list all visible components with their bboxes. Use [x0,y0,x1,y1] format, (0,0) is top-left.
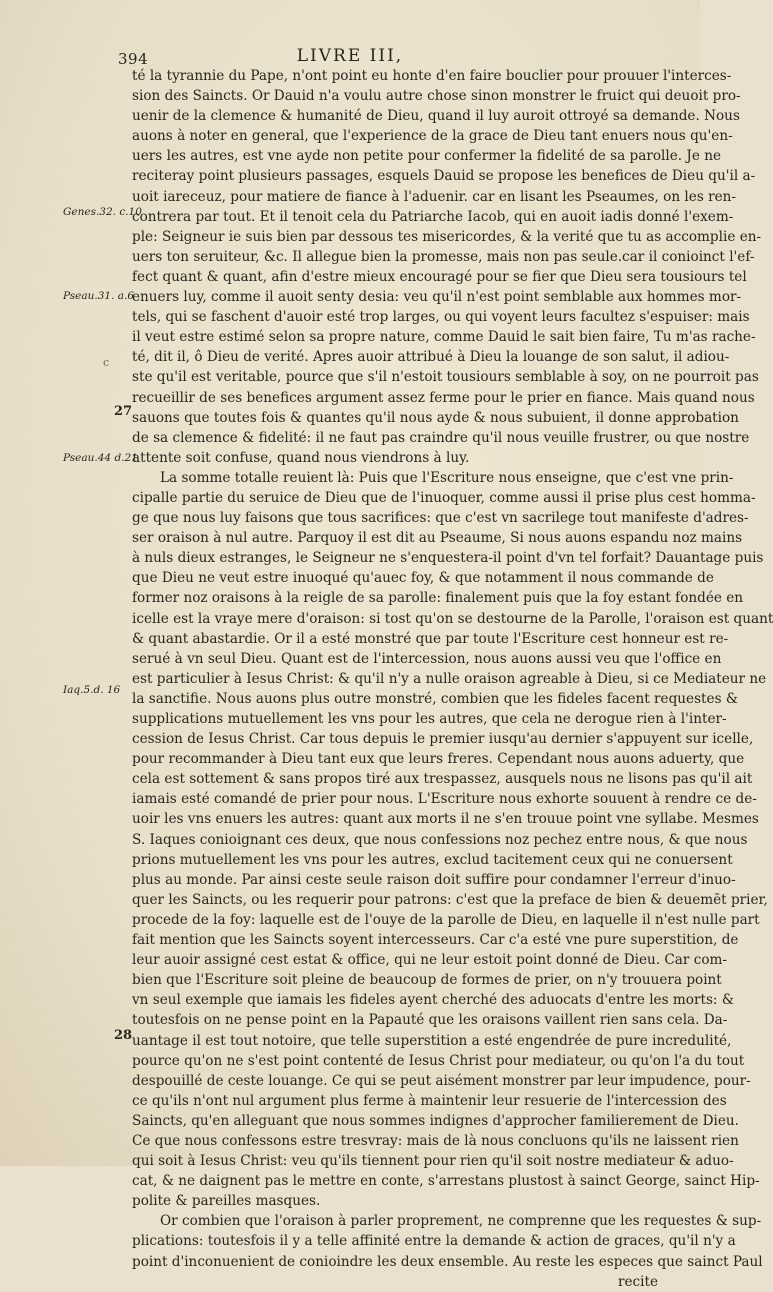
text-line: reciteray point plusieurs passages, esquels Dauid se propose les benefices de Dieu qu'il a- [132,168,756,185]
text-line: à nuls dieux estranges, le Seigneur ne s'enquestera-il point d'vn tel forfait? Dauantage puis [132,550,764,567]
marginal-note: Genes.32. c.10 [63,206,142,218]
text-line: toutesfois on ne pense point en la Papauté que les oraisons vaillent rien sans cela. Da- [132,1012,728,1029]
text-line: former noz oraisons à la reigle de sa parolle: finalement puis que la foy estant fondée en [132,590,744,607]
margin-marker: c [103,356,110,369]
text-line: contrera par tout. Et il tenoit cela du Patriarche Iacob, qui en auoit iadis donné l'exem- [132,208,734,225]
text-line: cipalle partie du seruice de Dieu que de l'inuoquer, comme aussi il prise plus cest homma- [132,489,756,506]
paragraph-number: 28 [114,1028,133,1043]
running-head: LIVRE III, [296,46,404,66]
text-line: uantage il est tout notoire, que telle superstition a esté engendrée de pure incredulité, [132,1032,732,1049]
text-line: ple: Seigneur ie suis bien par dessous tes misericordes, & la verité que tu as accomplie en- [132,228,762,245]
text-line: ser oraison à nul autre. Parquoy il est dit au Pseaume, Si nous auons espandu noz mains [132,530,743,547]
text-line: qui soit à Iesus Christ: veu qu'ils tiennent pour rien qu'il soit nostre mediateur & aduo- [132,1153,734,1170]
text-line: il veut estre estimé selon sa propre nature, comme Dauid le sait bien faire, Tu m'as rache- [132,329,756,346]
text-line: pour recommander à Dieu tant eux que leurs freres. Cependant nous auons aduerty, que [132,751,745,768]
text-line: té la tyrannie du Pape, n'ont point eu honte d'en faire bouclier pour prouuer l'interces- [132,68,732,84]
text-line: polite & pareilles masques. [132,1193,321,1210]
text-line: plications: toutesfois il y a telle affinité entre la demande & action de graces, qu'il n'y a [132,1233,736,1250]
text-line: fect quant & quant, afin d'estre mieux encouragé pour se fier que Dieu sera tousiours tel [132,268,747,285]
text-line: supplications mutuellement les vns pour les autres, que cela ne derogue rien à l'inter- [132,711,727,727]
text-line: sion des Saincts. Or Dauid n'a voulu autre chose sinon monstrer le fruict qui deuoit pro- [132,88,741,105]
text-line: de sa clemence & fidelité: il ne faut pas craindre qu'il nous veuille frustrer, ou que nostre [132,429,750,446]
text-line: recueillir de ses benefices argument assez ferme pour le prier en fiance. Mais quand nous [132,389,755,406]
text-line: Or combien que l'oraison à parler proprement, ne comprenne que les requestes & sup- [160,1213,762,1230]
text-line: ce qu'ils n'ont nul argument plus ferme à maintenir leur resuerie de l'intercession des [132,1092,727,1109]
text-line: que Dieu ne veut estre inuoqué qu'auec foy, & que notamment il nous commande de [132,570,714,587]
paragraph-number: 27 [114,404,133,419]
text-line: sauons que toutes fois & quantes qu'il nous ayde & nous subuient, il donne approbation [132,409,739,426]
text-line: uoir les vns enuers les autres: quant aux morts il ne s'en trouue point vne syllabe. Mesmes [132,811,759,828]
text-line: plus au monde. Par ainsi ceste seule raison doit suffire pour condamner l'erreur d'inuo- [132,871,736,888]
body-text [132,66,773,1292]
text-line: fait mention que les Saincts soyent intercesseurs. Car c'a esté vne pure superstition, de [132,932,739,949]
text-line: despouillé de ceste louange. Ce qui se peut aisément monstrer par leur impudence, pour- [132,1072,751,1089]
marginal-note: Pseau.31. a.6 [63,290,135,302]
text-line: uenir de la clemence & humanité de Dieu, quand il luy auroit ottroyé sa demande. Nous [132,108,740,125]
text-line: cession de Iesus Christ. Car tous depuis le premier iusqu'au dernier s'appuyent sur icelle, [132,731,754,748]
marginal-note: Pseau.44 d.21 [63,452,138,464]
text-line: est particulier à Iesus Christ: & qu'il n'y a nulle oraison agreable à Dieu, si ce Mediateur ne [132,670,767,687]
text-line: La somme totalle reuient là: Puis que l'Escriture nous enseigne, que c'est vne prin- [160,469,734,486]
text-line: ge que nous luy faisons que tous sacrifices: que c'est vn sacrilege tout manifeste d'adres- [132,510,749,527]
text-line: serué à vn seul Dieu. Quant est de l'intercession, nous auons aussi veu que l'office en [132,650,722,667]
text-line: iamais esté comandé de prier pour nous. L'Escriture nous exhorte souuent à rendre ce de- [132,791,757,808]
catchword: recite [617,1273,658,1290]
text-line: bien que l'Escriture soit pleine de beaucoup de formes de prier, on n'y trouuera point [132,972,722,989]
text-line: uers les autres, est vne ayde non petite pour confermer la fidelité de sa parolle. Je ne [132,148,722,165]
text-line: prions mutuellement les vns pour les autres, exclud tacitement ceux qui ne conuersent [132,851,733,868]
page-number: 394 [118,50,149,68]
text-line: auons à noter en general, que l'experience de la grace de Dieu tant enuers nous qu'en- [132,128,733,145]
text-line: enuers luy, comme il auoit senty desia: veu qu'il n'est point semblable aux hommes mor- [132,289,742,306]
text-line: uers ton seruiteur, &c. Il allegue bien la promesse, mais non pas seule.car il conioinct l'ef- [132,248,755,265]
text-line: Ce que nous confessons estre tresvray: mais de là nous concluons qu'ils ne laissent rien [132,1132,739,1149]
text-line: ste qu'il est veritable, pource que s'il n'estoit tousiours semblable à soy, on ne pourroit pas [132,369,759,386]
text-line: attente soit confuse, quand nous viendrons à luy. [132,449,470,466]
text-line: la sanctifie. Nous auons plus outre monstré, combien que les fideles facent requestes & [132,690,738,707]
text-line: cat, & ne daignent pas le mettre en conte, s'arrestans plustost à sainct George, sainct Hip- [132,1173,760,1190]
text-line: quer les Saincts, ou les requerir pour patrons: c'est que la preface de bien & deuemēt prier, [132,891,768,908]
text-line: tels, qui se faschent d'auoir esté trop larges, ou qui voyent leurs facultez s'espuiser: mais [132,309,750,326]
text-line: procede de la foy: laquelle est de l'ouye de la parolle de Dieu, en laquelle il n'est nulle part [132,911,760,928]
text-line: cela est sottement & sans propos tiré aux trespassez, ausquels nous ne lisons pas qu'il ait [132,771,753,788]
text-line: pource qu'on ne s'est point contenté de Iesus Christ pour mediateur, ou qu'on l'a du tout [132,1052,745,1069]
text-line: icelle est la vraye mere d'oraison: si tost qu'on se destourne de la Parolle, l'oraison est quant [132,610,773,627]
marginal-note: Iaq.5.d. 16 [63,684,121,696]
text-line: té, dit il, ô Dieu de verité. Apres auoir attribué à Dieu la louange de son salut, il adiou- [132,349,730,366]
text-line: point d'inconuenient de conioindre les deux ensemble. Au reste les especes que sainct Paul [132,1253,763,1270]
text-line: S. Iaques conioignant ces deux, que nous confessions noz pechez entre nous, & que nous [132,831,748,848]
text-line: & quant abastardie. Or il a esté monstré que par toute l'Escriture cest honneur est re- [132,630,729,647]
text-line: uoit iareceuz, pour matiere de fiance à l'aduenir. car en lisant les Pseaumes, on les ren- [132,188,737,205]
text-line: Saincts, qu'en alleguant que nous sommes indignes d'approcher familierement de Dieu. [132,1112,739,1129]
text-line: vn seul exemple que iamais les fideles ayent cherché des aduocats d'entre les morts: & [132,992,734,1009]
text-line: leur auoir assigné cest estat & office, qui ne leur estoit point donné de Dieu. Car com- [132,952,728,969]
